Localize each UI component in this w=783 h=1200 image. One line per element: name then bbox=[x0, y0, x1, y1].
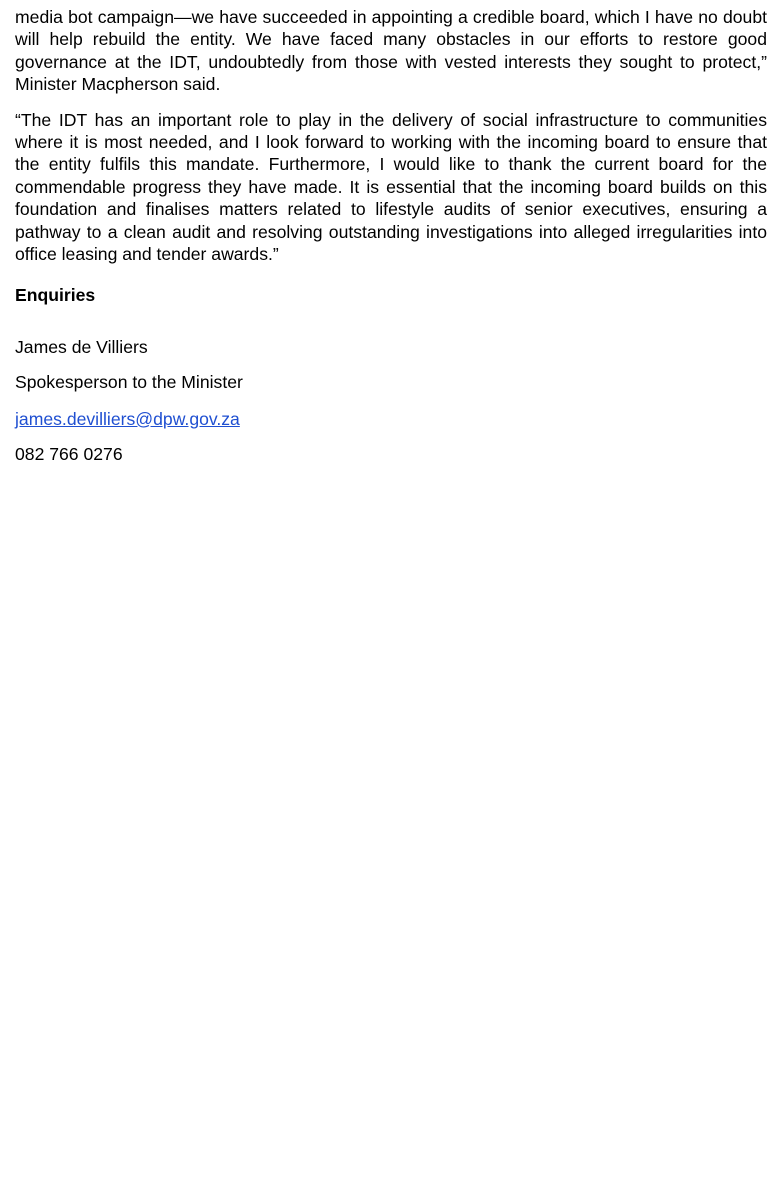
contact-phone: 082 766 0276 bbox=[15, 444, 123, 465]
enquiries-heading: Enquiries bbox=[15, 285, 96, 306]
contact-name: James de Villiers bbox=[15, 336, 148, 357]
document-page bbox=[15, 6, 767, 466]
contact-role: Spokesperson to the Minister bbox=[15, 372, 243, 393]
paragraph-quote-continuation: media bot campaign—we have succeeded in appointing a credible board, which I have no doubt will help rebuild the entity. We have faced many obstacles in our efforts to restore good governance at the IDT, undoubtedly from those with vested interests they sought to protect,” Minister Macpherson said. bbox=[15, 7, 767, 95]
contact-email-link[interactable]: james.devilliers@dpw.gov.za bbox=[15, 408, 240, 429]
paragraph-idt-role: “The IDT has an important role to play in the delivery of social infrastructure to communities where it is most needed, and I look forward to working with the incoming board to ensure that the entity fulfils this mandate. Furthermore, I would like to thank the current board for the commendable progress they have made. It is essential that the incoming board builds on this foundation and finalises matters related to lifestyle audits of senior executives, ensuring a pathway to a clean audit and resolving outstanding investigations into alleged irregularities into office leasing and tender awards.” bbox=[15, 109, 767, 265]
